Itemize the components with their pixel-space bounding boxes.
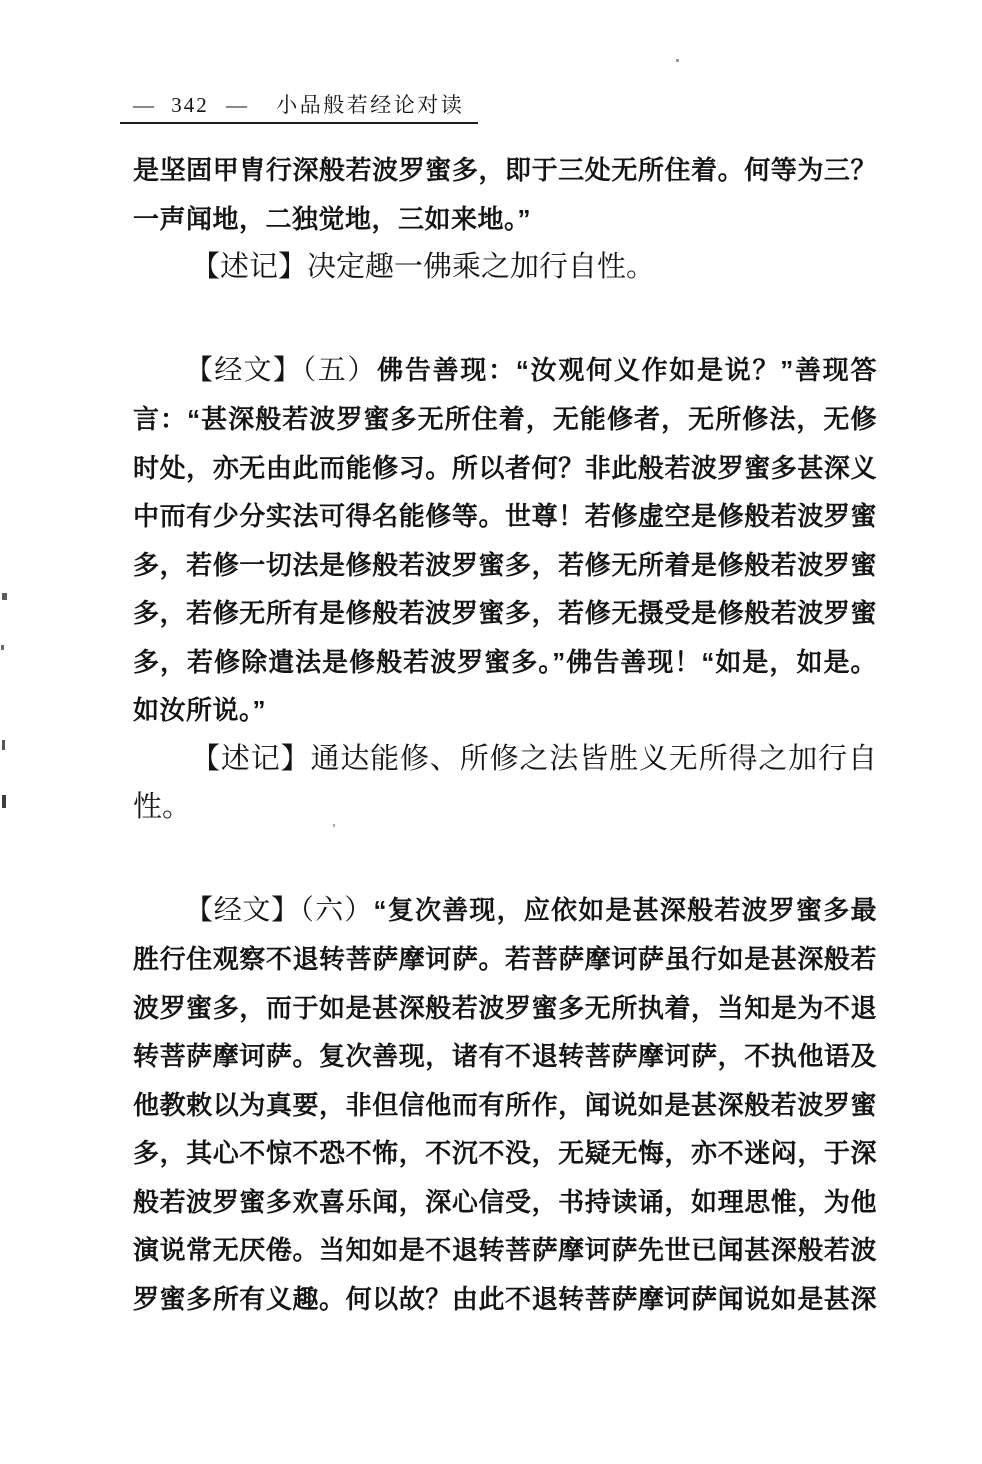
line-text: 通达能修、所修之法皆胜义无所得之加行自 xyxy=(310,742,877,775)
text-line xyxy=(133,735,877,784)
text-line: 转菩萨摩诃萨。复次善现，诸有不退转菩萨摩诃萨，不执他语及 xyxy=(133,1041,877,1071)
scan-speck xyxy=(2,795,6,808)
text-line: 多，若修除遣法是修般若波罗蜜多。”佛告善现！“如是，如是。 xyxy=(133,646,877,677)
paragraph-sutra-continuation xyxy=(133,146,877,243)
text-line: 他教敕以为真要，非但信他而有所作，闻说如是甚深般若波罗蜜 xyxy=(133,1089,877,1120)
text-line: 胜行住观察不退转菩萨摩诃萨。若菩萨摩诃萨虽行如是甚深般若 xyxy=(133,944,877,974)
jingwen-label: 【经文】 xyxy=(185,894,300,926)
text-line: 一声闻地，二独觉地，三如来地。” xyxy=(133,203,532,234)
text-line: 如汝所说。” xyxy=(133,695,267,725)
section-number: （五） xyxy=(301,354,378,386)
text-line xyxy=(133,243,877,292)
text-line: 般若波罗蜜多欢喜乐闻，深心信受，书持读诵，如理思惟，为他 xyxy=(133,1186,877,1217)
scan-speck xyxy=(333,824,335,827)
text-line xyxy=(133,346,877,396)
scan-speck xyxy=(1,645,4,650)
page-number: 342 xyxy=(171,93,209,117)
text-line: 多，其心不惊不恐不怖，不沉不没，无疑无悔，亦不迷闷，于深 xyxy=(133,1138,877,1168)
shuji-label: 【述记】 xyxy=(191,251,308,283)
text-line: 言：“甚深般若波罗蜜多无所住着，无能修者，无所修法，无修 xyxy=(133,404,877,434)
text-line: 性。 xyxy=(133,791,192,823)
scan-speck xyxy=(2,740,5,750)
text-line: 多，若修一切法是修般若波罗蜜多，若修无所着是修般若波罗蜜 xyxy=(133,549,877,580)
paragraph-sutra xyxy=(133,886,877,1324)
scan-speck xyxy=(2,593,7,600)
text-line: 时处，亦无由此而能修习。所以者何？非此般若波罗蜜多甚深义 xyxy=(133,452,877,483)
header-dash-right: — xyxy=(226,93,247,117)
paragraph-annotation xyxy=(133,735,877,832)
paragraph-annotation xyxy=(133,243,877,292)
text-line: 多，若修无所有是修般若波罗蜜多，若修无摄受是修般若波罗蜜 xyxy=(133,598,877,628)
section-number: （六） xyxy=(299,894,374,926)
text-line: 演说常无厌倦。当知如是不退转菩萨摩诃萨先世已闻甚深般若波 xyxy=(133,1235,877,1265)
jingwen-label: 【经文】 xyxy=(185,354,302,386)
line-text: 是坚固甲胄行深般若波罗蜜多，即于三处无所住着。何等为三？ xyxy=(133,155,877,185)
text-line xyxy=(133,886,877,936)
header-underline xyxy=(120,92,478,124)
page-body xyxy=(133,146,877,1323)
line-text: 决定趣一佛乘之加行自性。 xyxy=(307,251,656,283)
page-header xyxy=(120,92,478,124)
text-line: 罗蜜多所有义趣。何以故？由此不退转菩萨摩诃萨闻说如是甚深 xyxy=(133,1283,877,1314)
header-dash-left: — xyxy=(133,93,154,117)
paragraph-sutra xyxy=(133,346,877,735)
book-title: 小品般若经论对读 xyxy=(276,93,465,117)
text-line: 中而有少分实法可得名能修等。世尊！若修虚空是修般若波罗蜜 xyxy=(133,501,877,531)
text-line: 波罗蜜多，而于如是甚深般若波罗蜜多无所执着，当知是为不退 xyxy=(133,992,877,1023)
text-line xyxy=(133,146,877,195)
line-text: “复次善现，应依如是甚深般若波罗蜜多最 xyxy=(373,894,877,925)
line-text: 佛告善现：“汝观何义作如是说？”善现答 xyxy=(377,354,877,385)
scan-speck xyxy=(676,59,679,62)
shuji-label: 【述记】 xyxy=(191,742,311,775)
